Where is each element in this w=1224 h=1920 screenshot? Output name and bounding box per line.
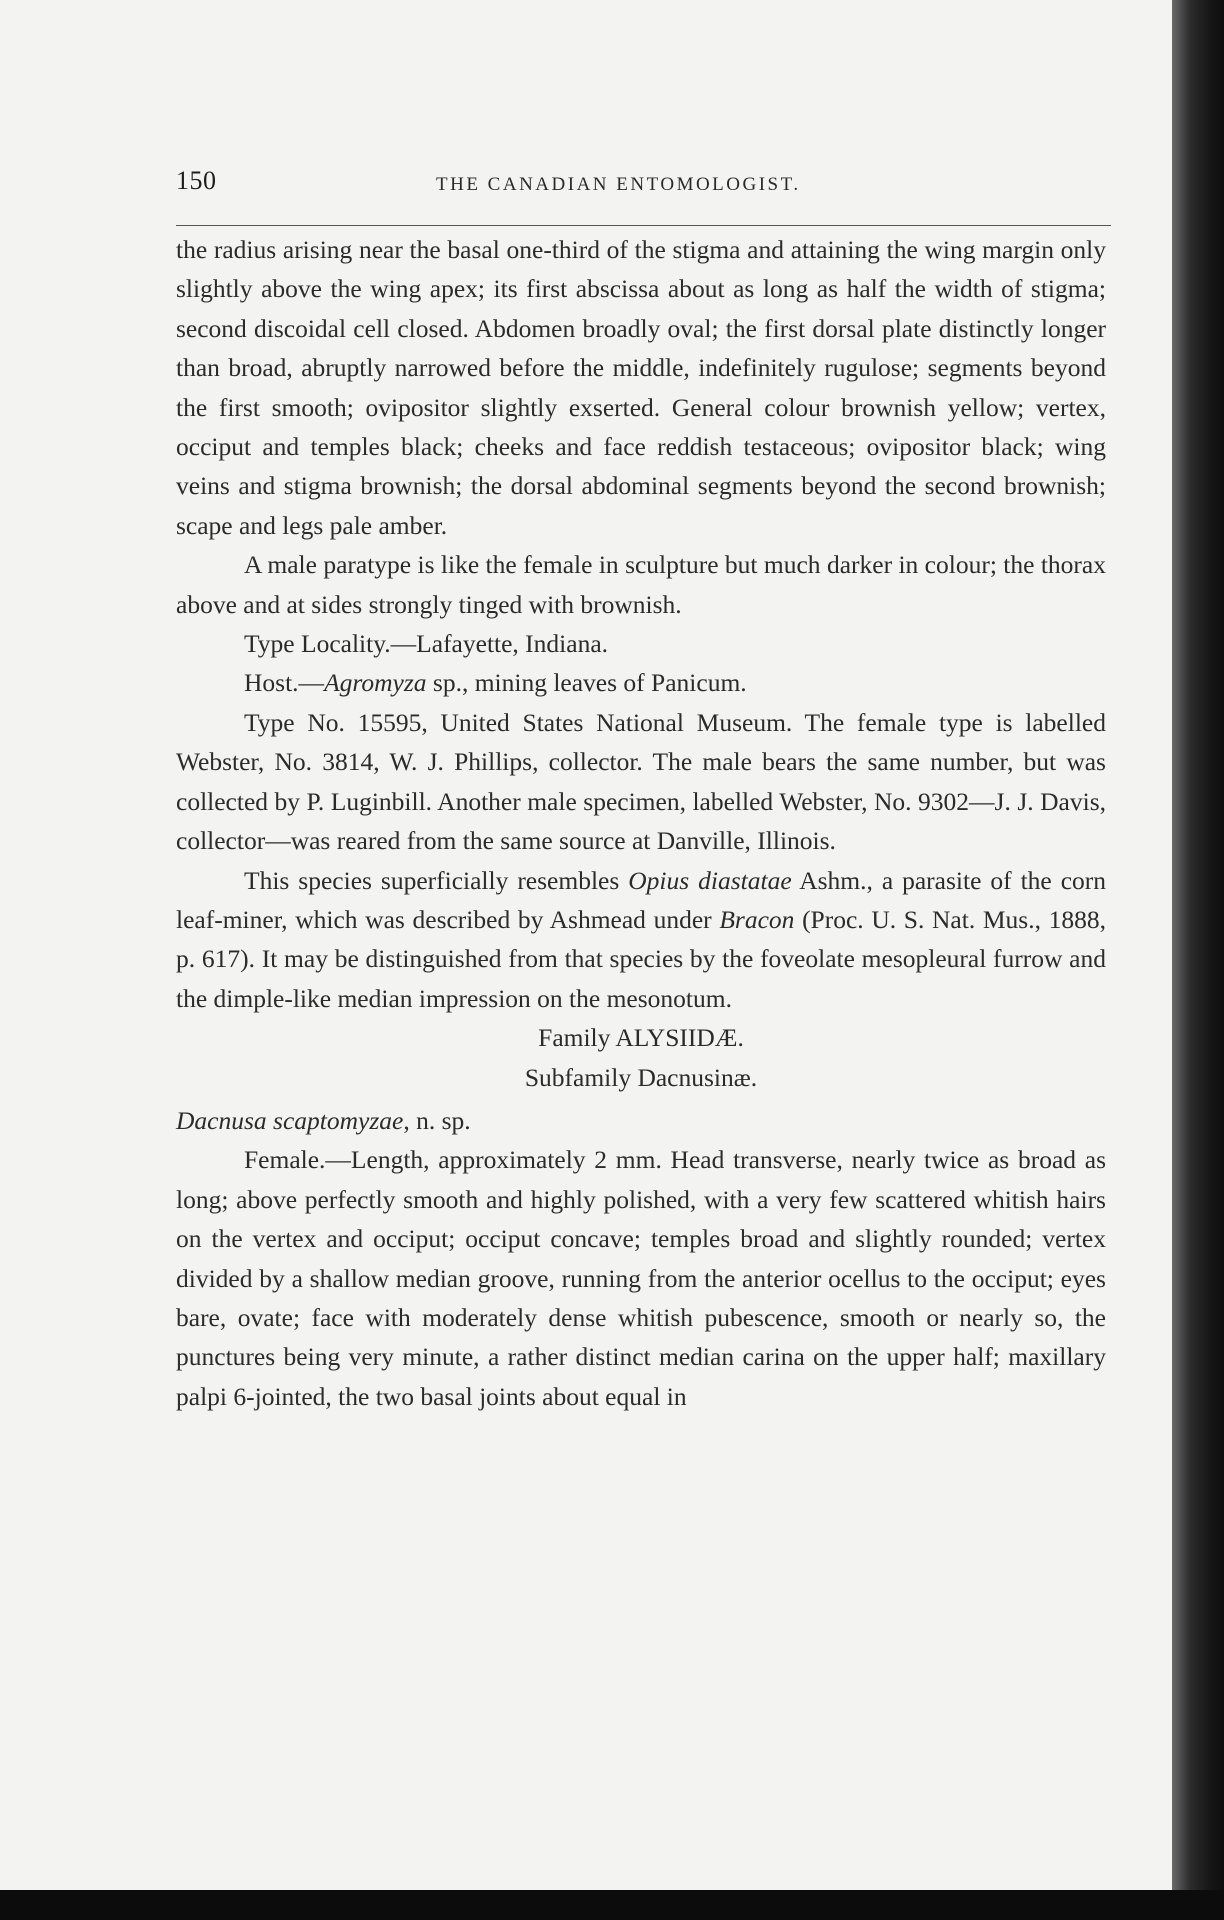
paragraph-host	[176, 663, 1106, 702]
paragraph-type-number: Type No. 15595, United States National Museum. The female type is labelled Webster, No. 3814, W. J. Phillips, collector. The male bears the same number, but was collected by P. Luginbill. Another male specimen, labelled Webster, No. 9302—J. J. Davis, collector—was reared from the same source at Danville, Illinois.	[176, 707, 1106, 856]
host-rest: sp., mining leaves of Panicum.	[426, 668, 747, 698]
comparison-part1: This species superficially resembles	[244, 865, 629, 895]
comparison-part3: (Proc. U. S. Nat. Mus., 1888, p. 617). It may be distinguished from that species by the foveolate mesopleural furrow and the dimple-like median impression on the mesonotum.	[176, 904, 1107, 1013]
paragraph-female-description: Female.—Length, approximately 2 mm. Head transverse, nearly twice as broad as long; above perfectly smooth and highly polished, with a very few scattered whitish hairs on the vertex and occiput; occiput concave; temples broad and slightly rounded; vertex divided by a shallow median groove, running from the anterior ocellus to the occiput; eyes bare, ovate; face with moderately dense whitish pubescence, smooth or nearly so, the punctures being very minute, a rather distinct median carina on the upper half; maxillary palpi 6-jointed, the two basal joints about equal in	[176, 1145, 1106, 1411]
comparison-genus: Bracon	[719, 904, 795, 934]
comparison-species: Opius diastatae	[628, 865, 792, 895]
paragraph-male-paratype: A male paratype is like the female in sculpture but much darker in colour; the thorax above and at sides strongly tinged with brownish.	[176, 550, 1106, 619]
body-text	[176, 230, 1106, 1416]
paragraph-comparison	[176, 861, 1106, 1019]
host-genus: Agromyza	[324, 668, 427, 698]
scan-bottom-border	[0, 1890, 1224, 1920]
species-name: Dacnusa scaptomyzae	[176, 1105, 404, 1135]
page-number: 150	[176, 166, 217, 195]
running-title: THE CANADIAN ENTOMOLOGIST.	[436, 174, 801, 195]
page-edge-shadow	[1172, 0, 1224, 1890]
family-heading: Family ALYSIIDÆ.	[538, 1023, 744, 1053]
header-rule	[176, 225, 1111, 226]
subfamily-heading: Subfamily Dacnusinæ.	[524, 1062, 758, 1092]
comparison-part2: Ashm., a parasite of the corn leaf-miner, which was described by Ashmead under	[176, 865, 1107, 934]
species-heading	[176, 1101, 1106, 1140]
species-suffix: , n. sp.	[403, 1105, 471, 1135]
paragraph-wing-description: the radius arising near the basal one-third of the stigma and attaining the wing margin only slightly above the wing apex; its first abscissa about as long as half the width of stigma; second discoidal cell closed. Abdomen broadly oval; the first dorsal plate distinctly longer than broad, abruptly narrowed before the middle, indefinitely rugulose; segments beyond the first smooth; ovipositor slightly exserted. General colour brownish yellow; vertex, occiput and temples black; cheeks and face reddish testaceous; ovipositor black; wing veins and stigma brownish; the dorsal abdominal segments beyond the second brownish; scape and legs pale amber.	[176, 235, 1106, 540]
host-prefix: Host.—	[244, 668, 325, 698]
paragraph-type-locality: Type Locality.—Lafayette, Indiana.	[244, 629, 609, 659]
page-header	[176, 166, 1111, 206]
